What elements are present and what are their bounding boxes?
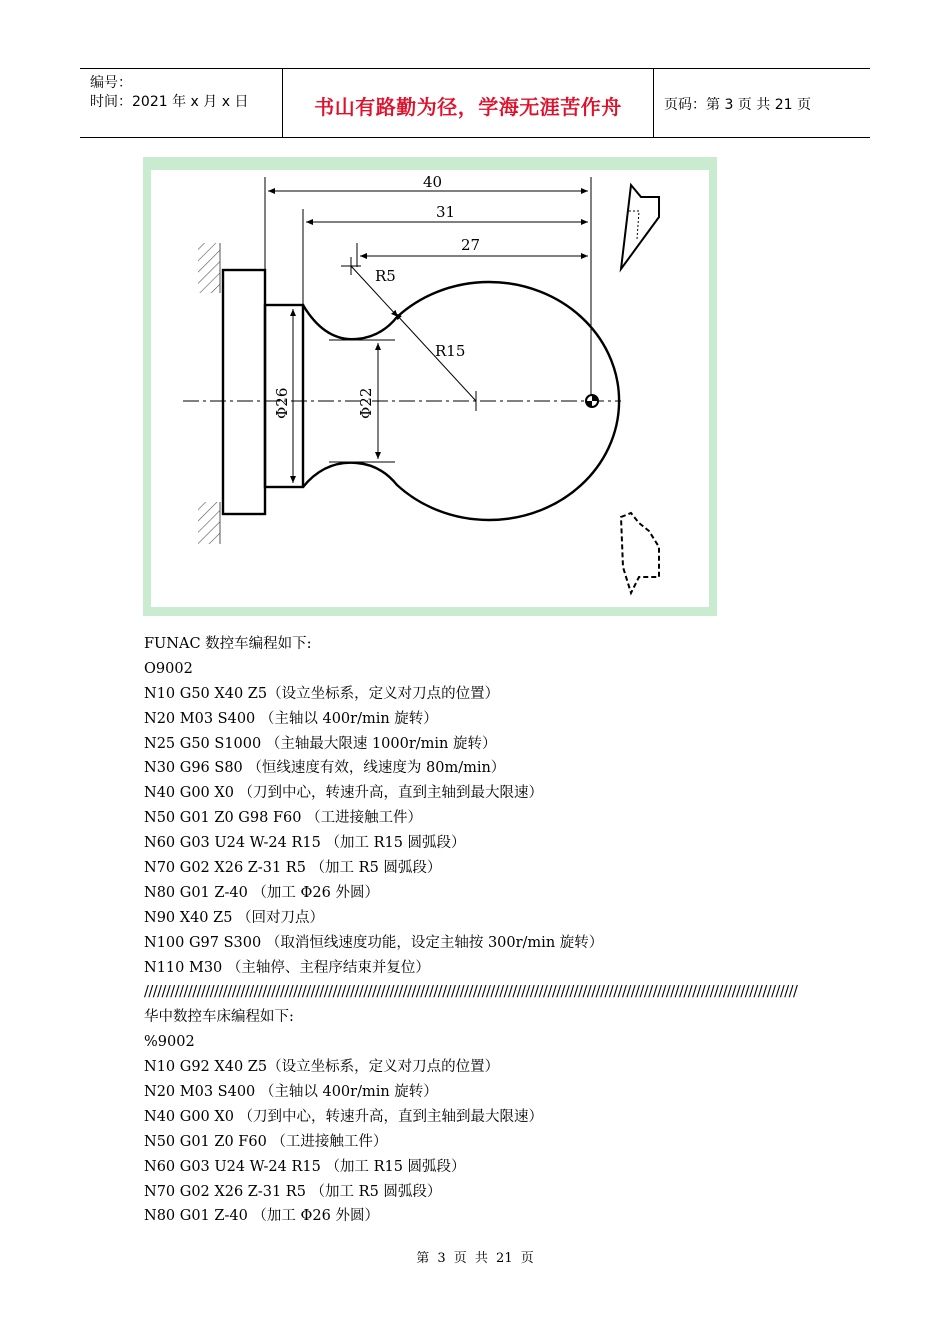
code-line: N40 G00 X0 （刀到中心，转速升高，直到主轴到最大限速） [144,1108,544,1125]
page-footer: 第 3 页 共 21 页 [416,1251,534,1266]
dim-r15: R15 [435,342,466,360]
code-line: N40 G00 X0 （刀到中心，转速升高，直到主轴到最大限速） [144,785,544,802]
header-left-cell [80,69,283,137]
chuck-hatch-bottom [198,502,220,544]
part-drawing-figure [143,157,717,616]
program-number-huazhong: %9002 [144,1034,195,1051]
dim-r5: R5 [375,267,396,285]
code-line: N10 G50 X40 Z5（设立坐标系，定义对刀点的位置） [144,685,500,702]
code-line: N20 M03 S400 （主轴以 400r/min 旋转） [144,1084,438,1101]
code-line: N80 G01 Z-40 （加工 Φ26 外圆） [144,1208,379,1225]
part-drawing [143,157,717,616]
dim-27: 27 [461,236,481,254]
code-line: N70 G02 X26 Z-31 R5 （加工 R5 圆弧段） [144,1183,442,1200]
code-line: N100 G97 S300 （取消恒线速度功能，设定主轴按 300r/min 旋转） [144,934,604,951]
section-title-huazhong: 华中数控车床编程如下: [144,1009,294,1026]
cutting-tool-dashed [621,513,659,593]
cutting-tool-solid [621,185,659,269]
code-line: N90 X40 Z5 （回对刀点） [144,909,325,926]
code-line: N70 G02 X26 Z-31 R5 （加工 R5 圆弧段） [144,860,442,877]
page-header [80,68,870,138]
header-page-info: 页码：第 3 页 共 21 页 [664,97,811,113]
chuck-hatch-top [198,243,220,293]
code-line: N80 G01 Z-40 （加工 Φ26 外圆） [144,884,379,901]
section-title-fanuc: FUNAC 数控车编程如下: [144,636,312,652]
code-line: N10 G92 X40 Z5（设立坐标系，定义对刀点的位置） [144,1059,500,1076]
program-number-fanuc: O9002 [144,660,193,677]
dim-40: 40 [423,173,443,191]
code-line: N110 M30 （主轴停、主程序结束并复位） [144,959,430,976]
code-line: N25 G50 S1000 （主轴最大限速 1000r/min 旋转） [144,735,497,752]
dim-31: 31 [436,203,456,221]
code-line: N50 G01 Z0 G98 F60 （工进接触工件） [144,810,423,827]
program-listing [144,632,798,1229]
header-right-cell [654,69,870,137]
code-line: N60 G03 U24 W-24 R15 （加工 R15 圆弧段） [144,1158,466,1175]
section-separator: ///////////////////////////////////////////////////////////////////////////////////////////////////////////////////////////////////////////////////// [144,984,798,1001]
dim-phi26: Φ26 [273,387,291,419]
code-line: N30 G96 S80 （恒线速度有效，线速度为 80m/min） [144,760,506,777]
header-middle-cell [283,69,654,137]
part-flange [223,270,265,514]
dim-phi22: Φ22 [357,387,375,419]
doc-number-label: 编号： [90,75,132,91]
doc-date: 时间：2021 年 x 月 x 日 [90,94,249,110]
header-motto: 书山有路勤为径，学海无涯苦作舟 [314,95,622,119]
code-line: N50 G01 Z0 F60 （工进接触工件） [144,1133,388,1150]
code-line: N60 G03 U24 W-24 R15 （加工 R15 圆弧段） [144,835,466,852]
code-line: N20 M03 S400 （主轴以 400r/min 旋转） [144,710,438,727]
